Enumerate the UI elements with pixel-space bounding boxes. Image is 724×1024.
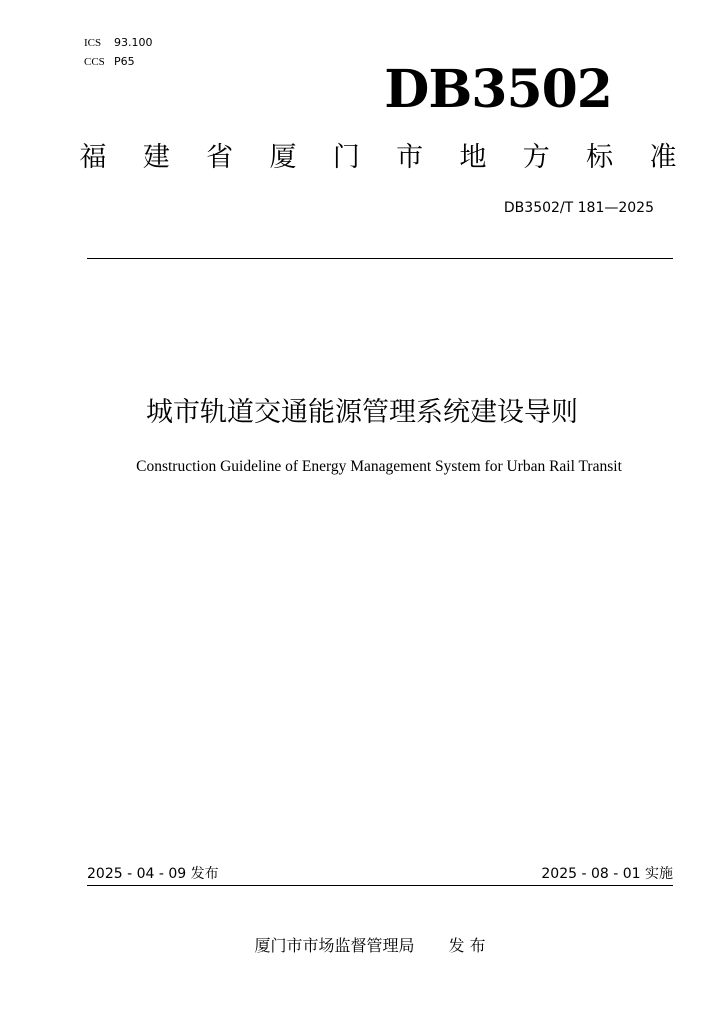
publisher [0, 934, 724, 958]
issue-date: 2025 - 04 - 09 发布 [87, 866, 219, 882]
standard-number: DB3502/T 181—2025 [503, 200, 654, 216]
publish-action: 发 布 [448, 936, 486, 955]
standard-type-char: 福 [79, 142, 107, 173]
db-logo: DB3502 [384, 59, 612, 120]
bottom-divider [87, 885, 673, 886]
standard-type-char: 准 [649, 142, 677, 173]
standard-type-char: 省 [206, 142, 234, 173]
top-divider [87, 258, 673, 259]
standard-type-heading [78, 140, 678, 176]
standard-type-char: 方 [522, 142, 550, 173]
ccs-value: P65 [114, 55, 135, 68]
ics-label: ICS [84, 37, 102, 49]
title-english: Construction Guideline of Energy Management System for Urban Rail Transit [136, 458, 622, 475]
ccs-code [84, 55, 135, 69]
ics-code [84, 36, 153, 50]
implement-date: 2025 - 08 - 01 实施 [541, 866, 673, 882]
standard-type-char: 建 [142, 142, 170, 173]
ccs-label: CCS [84, 56, 105, 68]
standard-type-char: 市 [396, 142, 424, 173]
standard-type-char: 门 [332, 142, 360, 173]
publisher-name: 厦门市市场监督管理局 [254, 936, 415, 955]
standard-type-char: 厦 [269, 142, 297, 173]
ics-value: 93.100 [114, 36, 153, 49]
standard-type-char: 地 [459, 142, 487, 173]
standard-type-char: 标 [586, 142, 614, 173]
title-chinese: 城市轨道交通能源管理系统建设导则 [146, 397, 578, 428]
